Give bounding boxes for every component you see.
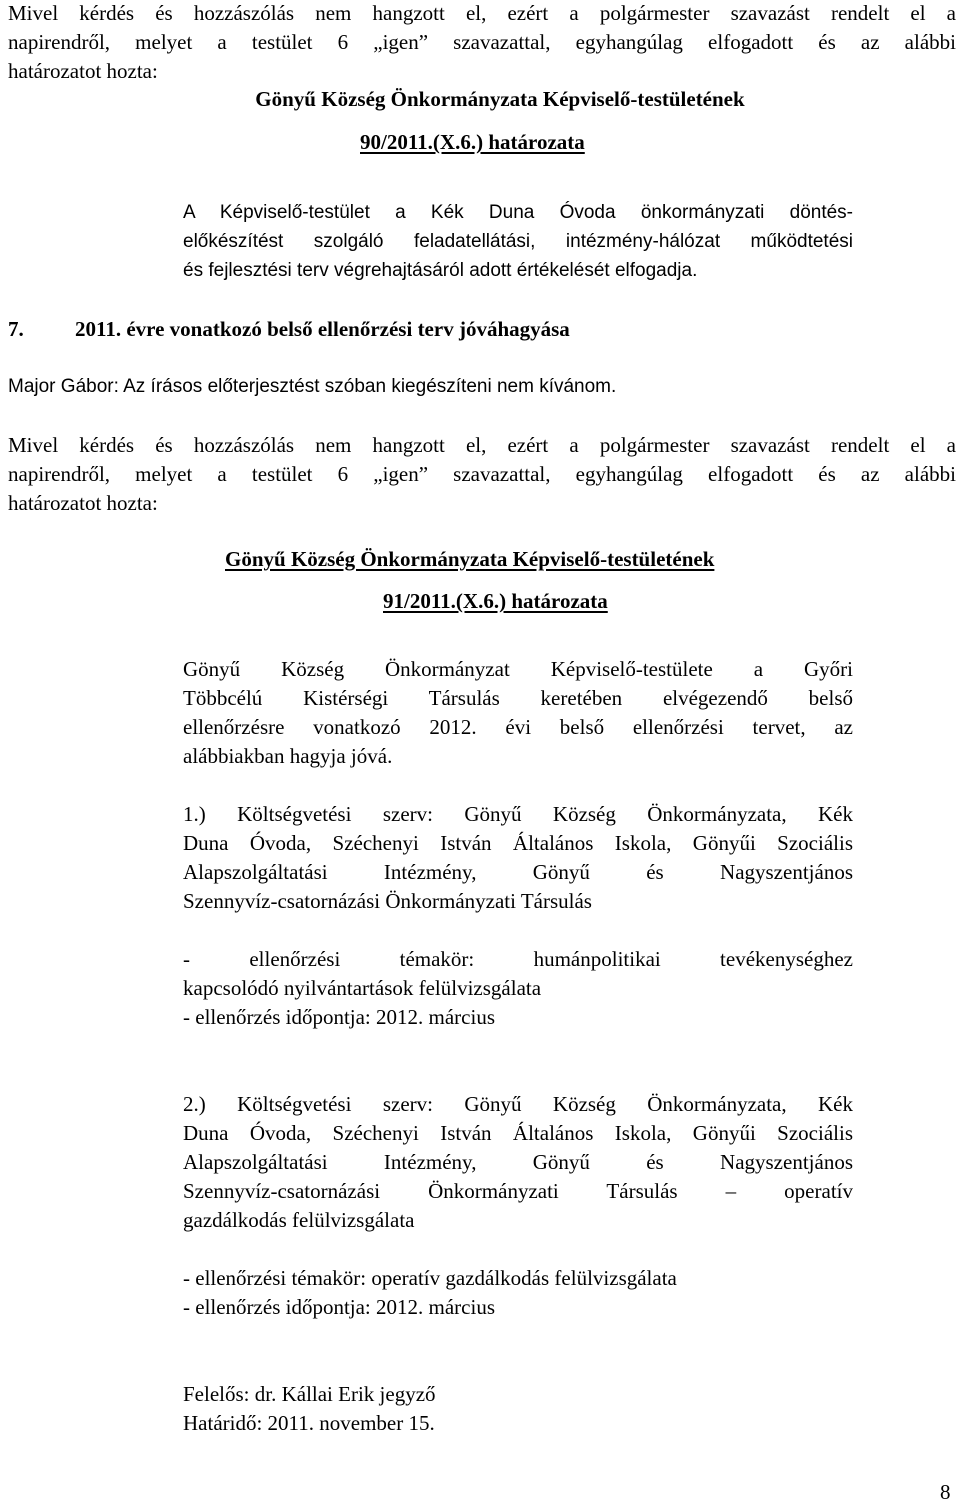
section7-heading-text: 2011. évre vonatkozó belső ellenőrzési terv jóváhagyása: [75, 317, 570, 341]
intro1-line-1: Mivel kérdés és hozzászólás nem hangzott el, ezért a polgármester szavazást rendelt el a: [8, 1, 956, 25]
item1-detail-line-2: kapcsolódó nyilvántartások felülvizsgálata: [183, 976, 542, 1000]
resolution2-number-text: 91/2011.(X.6.) határozata: [383, 589, 608, 613]
item1-line-3: Alapszolgáltatási Intézmény, Gönyű és Nagyszentjános: [183, 860, 853, 884]
item2-line-2: Duna Óvoda, Széchenyi István Általános Iskola, Gönyűi Szociális: [183, 1121, 853, 1145]
item2-line-1: 2.) Költségvetési szerv: Gönyű Község Önkormányzata, Kék: [183, 1092, 853, 1116]
resolution1-text-line-3: és fejlesztési terv végrehajtásáról adott értékelését elfogadja.: [183, 260, 698, 281]
resolution1-number-text: 90/2011.(X.6.) határozata: [360, 130, 585, 154]
resolution1-text-line-2: előkészítést szolgáló feladatellátási, intézmény-hálózat működtetési: [183, 231, 853, 252]
resolution1-text-line-1: A Képviselő-testület a Kék Duna Óvoda önkormányzati döntés-: [183, 202, 853, 223]
section7-speaker: Major Gábor: Az írásos előterjesztést szóban kiegészíteni nem kívánom.: [8, 376, 617, 397]
deadline: Határidő: 2011. november 15.: [183, 1411, 435, 1435]
item1-line-4: Szennyvíz-csatornázási Önkormányzati Társulás: [183, 889, 592, 913]
item2-detail-line-2: - ellenőrzés időpontja: 2012. március: [183, 1295, 495, 1319]
intro2-line-2: napirendről, melyet a testület 6 „igen” szavazattal, egyhangúlag elfogadott és az alábbi: [8, 462, 956, 486]
resolution1-number: [360, 129, 585, 155]
item1-line-2: Duna Óvoda, Széchenyi István Általános Iskola, Gönyűi Szociális: [183, 831, 853, 855]
resolution2-text-line-1: Gönyű Község Önkormányzat Képviselő-testülete a Győri: [183, 657, 853, 681]
resolution2-body-title-text: Gönyű Község Önkormányzata Képviselő-testületének: [225, 547, 715, 571]
resolution2-number: [383, 588, 608, 614]
resolution1-body-title: Gönyű Község Önkormányzata Képviselő-testületének: [255, 87, 745, 111]
intro2-line-3: határozatot hozta:: [8, 491, 158, 515]
page-number: 8: [940, 1480, 951, 1504]
item1-line-1: 1.) Költségvetési szerv: Gönyű Község Önkormányzata, Kék: [183, 802, 853, 826]
resolution2-text-line-2: Többcélú Kistérségi Társulás keretében elvégezendő belső: [183, 686, 853, 710]
resolution2-text-line-3: ellenőrzésre vonatkozó 2012. évi belső ellenőrzési tervet, az: [183, 715, 853, 739]
intro1-line-3: határozatot hozta:: [8, 59, 158, 83]
intro2-line-1: Mivel kérdés és hozzászólás nem hangzott el, ezért a polgármester szavazást rendelt el a: [8, 433, 956, 457]
item2-detail-line-1: - ellenőrzési témakör: operatív gazdálkodás felülvizsgálata: [183, 1266, 677, 1290]
resolution2-body-title: [225, 546, 714, 572]
item2-line-3: Alapszolgáltatási Intézmény, Gönyű és Nagyszentjános: [183, 1150, 853, 1174]
intro1-line-2: napirendről, melyet a testület 6 „igen” szavazattal, egyhangúlag elfogadott és az alábbi: [8, 30, 956, 54]
resolution2-text-line-4: alábbiakban hagyja jóvá.: [183, 744, 393, 768]
item2-line-5: gazdálkodás felülvizsgálata: [183, 1208, 415, 1232]
item2-line-4: Szennyvíz-csatornázási Önkormányzati Társulás – operatív: [183, 1179, 853, 1203]
item1-detail-line-1: - ellenőrzési témakör: humánpolitikai tevékenységhez: [183, 947, 853, 971]
item1-detail-line-3: - ellenőrzés időpontja: 2012. március: [183, 1005, 495, 1029]
responsible: Felelős: dr. Kállai Erik jegyző: [183, 1382, 436, 1406]
section7-heading-number: 7.: [8, 317, 24, 341]
